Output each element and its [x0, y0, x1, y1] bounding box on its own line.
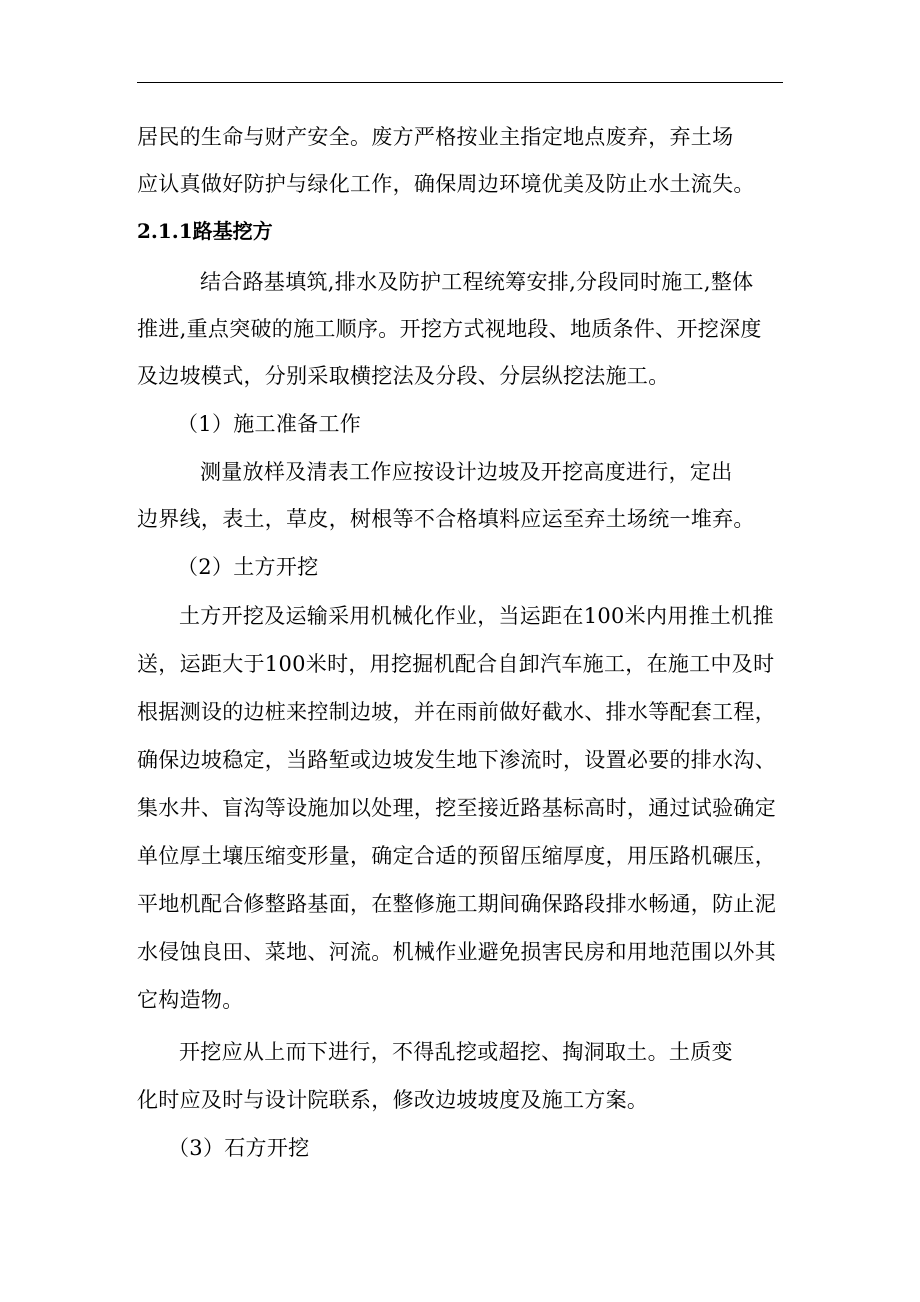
sub2-line-2: 送，运距大于100米时，用挖掘机配合自卸汽车施工，在施工中及时 [137, 652, 775, 676]
sub2-line-4: 确保边坡稳定，当路堑或边坡发生地下渗流时，设置必要的排水沟、 [137, 748, 776, 772]
section-heading: 2.1.1路基挖方 [137, 219, 273, 243]
intro-line-3: 及边坡模式，分别采取横挖法及分段、分层纵挖法施工。 [137, 364, 670, 388]
header-rule [137, 82, 783, 83]
sub2-line-8: 水侵蚀良田、菜地、河流。机械作业避免损害民房和用地范围以外其 [137, 940, 776, 964]
continuation-line-1: 居民的生命与财产安全。废方严格按业主指定地点废弃，弃土场 [137, 125, 734, 149]
continuation-line-2: 应认真做好防护与绿化工作，确保周边环境优美及防止水土流失。 [137, 172, 755, 196]
sub2-extra-line-1: 开挖应从上而下进行，不得乱挖或超挖、掏洞取土。土质变 [179, 1040, 733, 1064]
sub2-line-9: 它构造物。 [137, 988, 244, 1012]
sub2-extra-line-2: 化时应及时与设计院联系，修改边坡坡度及施工方案。 [137, 1088, 649, 1112]
sub1-line-2: 边界线，表土，草皮，树根等不合格填料应运至弃土场统一堆弃。 [137, 507, 755, 531]
sub3-heading: （3）石方开挖 [168, 1136, 310, 1160]
sub2-line-7: 平地机配合修整路基面，在整修施工期间确保路段排水畅通，防止泥 [137, 892, 776, 916]
sub2-line-5: 集水井、盲沟等设施加以处理，挖至接近路基标高时，通过试验确定 [137, 796, 776, 820]
sub1-heading: （1）施工准备工作 [177, 412, 362, 436]
sub2-line-6: 单位厚土壤压缩变形量，确定合适的预留压缩厚度，用压路机碾压， [137, 844, 776, 868]
sub2-line-1: 土方开挖及运输采用机械化作业，当运距在100米内用推土机推 [179, 604, 774, 628]
sub2-heading: （2）土方开挖 [177, 555, 319, 579]
intro-line-1: 结合路基填筑,排水及防护工程统筹安排,分段同时施工,整体 [200, 270, 754, 294]
sub2-line-3: 根据测设的边桩来控制边坡，并在雨前做好截水、排水等配套工程， [137, 700, 776, 724]
intro-line-2: 推进,重点突破的施工顺序。开挖方式视地段、地质条件、开挖深度 [137, 317, 762, 341]
sub1-line-1: 测量放样及清表工作应按设计边坡及开挖高度进行，定出 [200, 460, 733, 484]
